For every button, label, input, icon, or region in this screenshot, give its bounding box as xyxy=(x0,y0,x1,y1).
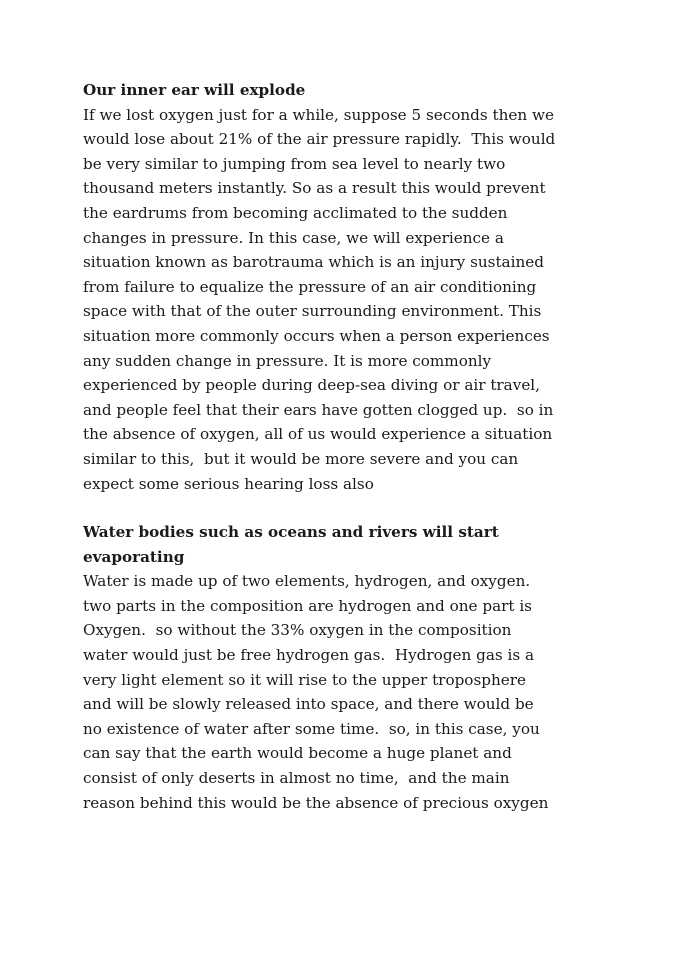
paragraph-line: from failure to equalize the pressure of an air conditioning xyxy=(83,277,537,296)
paragraph-line: situation known as barotrauma which is an injury sustained xyxy=(83,253,544,272)
heading-line: Our inner ear will explode xyxy=(83,81,306,99)
section-heading xyxy=(83,520,613,569)
section-paragraph xyxy=(83,569,613,815)
paragraph-line: and will be slowly released into space, and there would be xyxy=(83,695,534,714)
paragraph-line: the eardrums from becoming acclimated to the sudden xyxy=(83,203,508,222)
paragraph-line: two parts in the composition are hydrogen and one part is xyxy=(83,596,532,615)
paragraph-line: very light element so it will rise to the upper troposphere xyxy=(83,670,526,689)
paragraph-line: no existence of water after some time. so, in this case, you xyxy=(83,719,540,738)
paragraph-line: and people feel that their ears have gotten clogged up. so in xyxy=(83,400,554,419)
heading-line: Water bodies such as oceans and rivers will start xyxy=(83,523,499,542)
paragraph-line: expect some serious hearing loss also xyxy=(83,474,374,493)
paragraph-line: water would just be free hydrogen gas. Hydrogen gas is a xyxy=(83,646,535,665)
paragraph-line: reason behind this would be the absence of precious oxygen xyxy=(83,793,549,812)
paragraph-line: any sudden change in pressure. It is more commonly xyxy=(83,351,492,370)
paragraph-line: Water is made up of two elements, hydrogen, and oxygen. xyxy=(83,572,531,591)
paragraph-line: similar to this, but it would be more severe and you can xyxy=(83,449,519,468)
document-body xyxy=(83,78,613,815)
paragraph-line: situation more commonly occurs when a person experiences xyxy=(83,326,550,345)
paragraph-line: space with that of the outer surrounding environment. This xyxy=(83,302,542,321)
paragraph-line: can say that the earth would become a huge planet and xyxy=(83,744,512,763)
section-paragraph xyxy=(83,103,613,497)
section-inner-ear xyxy=(83,78,613,496)
paragraph-line: would lose about 21% of the air pressure rapidly. This would xyxy=(83,130,556,149)
paragraph-line: be very similar to jumping from sea level to nearly two xyxy=(83,154,506,173)
paragraph-line: Oxygen. so without the 33% oxygen in the composition xyxy=(83,621,512,640)
paragraph-line: If we lost oxygen just for a while, suppose 5 seconds then we xyxy=(83,105,554,124)
heading-line: evaporating xyxy=(83,547,185,566)
section-heading xyxy=(83,78,613,103)
paragraph-line: the absence of oxygen, all of us would experience a situation xyxy=(83,425,553,444)
paragraph-line: changes in pressure. In this case, we will experience a xyxy=(83,228,504,247)
paragraph-line: thousand meters instantly. So as a result this would prevent xyxy=(83,179,546,198)
paragraph-line: experienced by people during deep-sea diving or air travel, xyxy=(83,376,540,395)
section-water-bodies xyxy=(83,520,613,815)
paragraph-line: consist of only deserts in almost no time, and the main xyxy=(83,769,510,788)
